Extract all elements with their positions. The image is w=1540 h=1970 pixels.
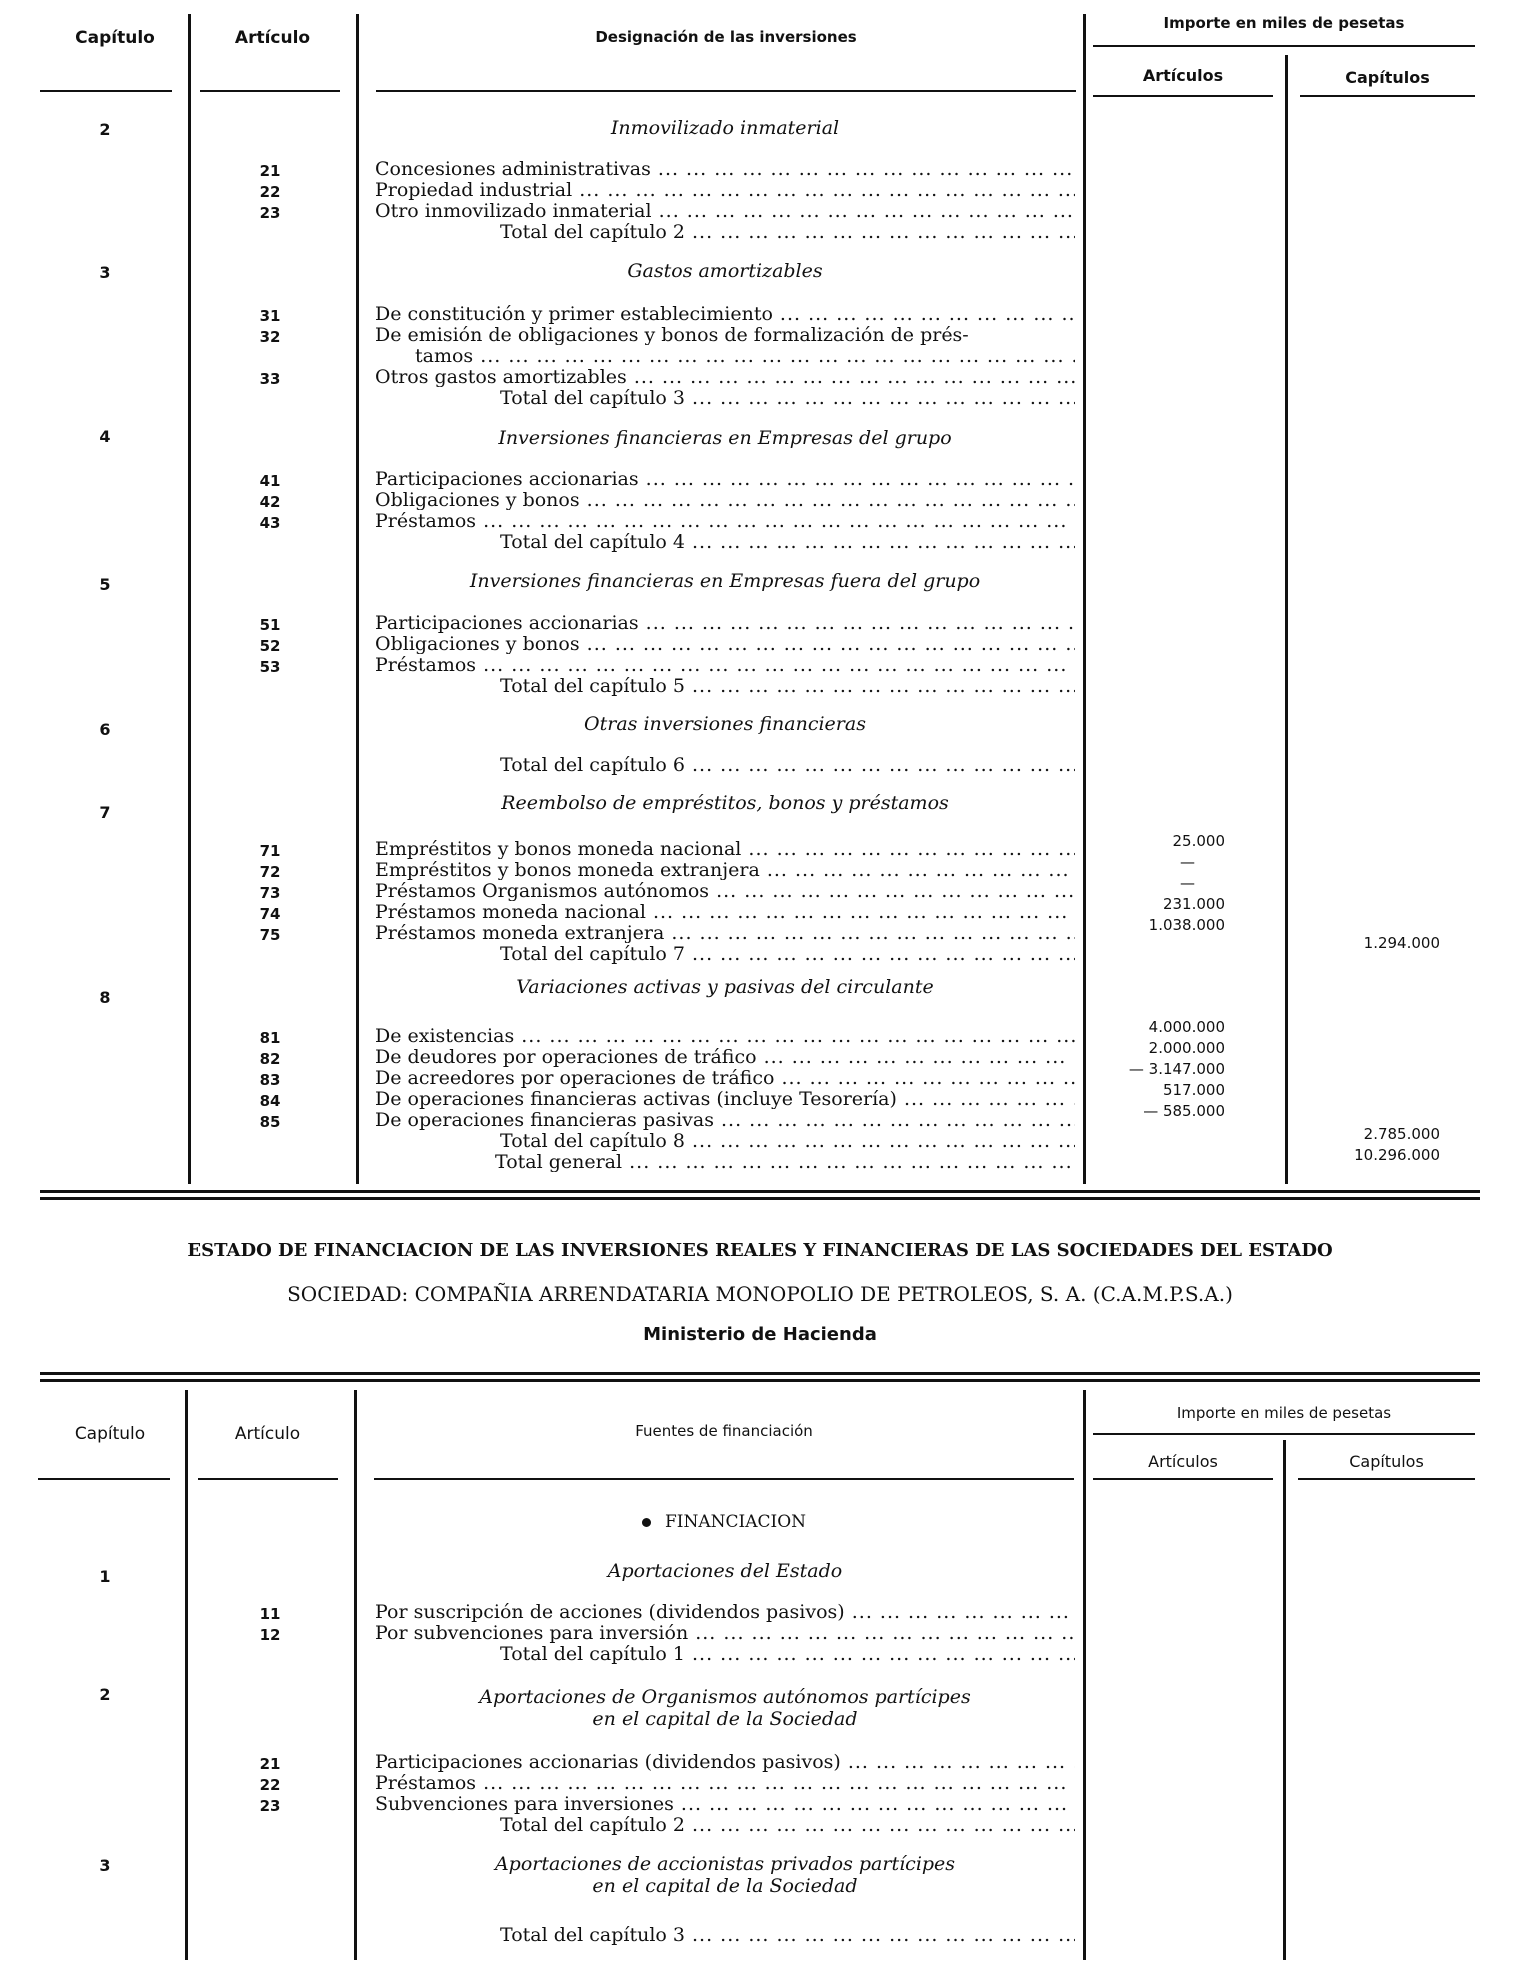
- line-description: Préstamos ... .: [375, 655, 1075, 675]
- chapter-number: 3: [99, 1856, 111, 1875]
- header-articulos: Artículos: [1148, 1452, 1218, 1471]
- article-amount: 517.000: [1162, 1081, 1225, 1099]
- chapter-number: 2: [99, 120, 111, 139]
- column-divider: [1083, 1390, 1086, 1960]
- article-number: 73: [259, 884, 281, 902]
- article-number: 51: [259, 616, 281, 634]
- article-amount: 25.000: [1172, 832, 1225, 850]
- article-amount: 2.000.000: [1148, 1039, 1225, 1057]
- column-divider: [1285, 55, 1288, 1184]
- company-title: SOCIEDAD: COMPAÑIA ARRENDATARIA MONOPOLIO DE PETROLEOS, S. A. (C.A.M.P.S.A.): [287, 1282, 1233, 1306]
- line-description: Participaciones accionarias ... .: [375, 613, 1075, 633]
- grand-total: Total general ... .: [375, 1152, 1075, 1172]
- header-rule: [1093, 1433, 1475, 1435]
- line-description: Préstamos ... .: [375, 1773, 1075, 1793]
- article-number: 83: [259, 1071, 281, 1089]
- article-number: 52: [259, 637, 281, 655]
- chapter-amount: 2.785.000: [1363, 1125, 1440, 1143]
- header-rule: [1298, 1478, 1475, 1480]
- line-description: Empréstitos y bonos moneda nacional ... .: [375, 839, 1075, 859]
- article-number: 22: [259, 1776, 281, 1794]
- chapter-total: Total del capítulo 8 ... .: [375, 1131, 1075, 1151]
- article-amount: 1.038.000: [1148, 916, 1225, 934]
- line-description: Por subvenciones para inversión ... .: [375, 1623, 1075, 1643]
- chapter-number: 5: [99, 575, 111, 594]
- article-number: 75: [259, 926, 281, 944]
- section-title: Otras inversiones financieras: [584, 713, 866, 735]
- article-number: 12: [259, 1626, 281, 1644]
- line-description: De constitución y primer establecimiento ... .: [375, 304, 1075, 324]
- header-rule: [40, 90, 172, 92]
- header-fuentes: Fuentes de financiación: [635, 1422, 813, 1440]
- line-description: De deudores por operaciones de tráfico ... .: [375, 1047, 1075, 1067]
- line-description: Propiedad industrial ... .: [375, 180, 1075, 200]
- chapter-number: 1: [99, 1567, 111, 1586]
- header-rule: [374, 1478, 1074, 1480]
- chapter-amount: 1.294.000: [1363, 934, 1440, 952]
- column-divider: [188, 14, 191, 1184]
- article-number: 41: [259, 472, 281, 490]
- article-amount: — 585.000: [1143, 1102, 1225, 1120]
- article-amount: 4.000.000: [1148, 1018, 1225, 1036]
- chapter-number: 8: [99, 988, 111, 1007]
- header-rule: [200, 90, 340, 92]
- line-description: Empréstitos y bonos moneda extranjera ... .: [375, 860, 1075, 880]
- document-title: ESTADO DE FINANCIACION DE LAS INVERSIONES REALES Y FINANCIERAS DE LAS SOCIEDADES DEL ESTADO: [187, 1240, 1333, 1261]
- bullet-icon: [642, 1518, 651, 1527]
- chapter-number: 4: [99, 427, 111, 446]
- chapter-total: Total del capítulo 7 ... .: [375, 944, 1075, 964]
- line-description: Obligaciones y bonos ... .: [375, 490, 1075, 510]
- chapter-total: Total del capítulo 3 ... .: [375, 388, 1075, 408]
- chapter-number: 3: [99, 263, 111, 282]
- header-articulo: Artículo: [234, 1424, 301, 1444]
- line-description: Obligaciones y bonos ... .: [375, 634, 1075, 654]
- line-description: De existencias ... .: [375, 1026, 1075, 1046]
- line-description: Otros gastos amortizables ... .: [375, 367, 1075, 387]
- article-number: 71: [259, 842, 281, 860]
- header-rule: [1093, 95, 1273, 97]
- line-description: Participaciones accionarias (dividendos pasivos) ... .: [375, 1752, 1075, 1772]
- header-rule: [198, 1478, 338, 1480]
- article-number: 21: [259, 162, 281, 180]
- chapter-total: Total del capítulo 6 ... .: [375, 755, 1075, 775]
- article-number: 72: [259, 863, 281, 881]
- column-divider: [356, 14, 359, 1184]
- article-number: 11: [259, 1605, 281, 1623]
- line-description: Subvenciones para inversiones ... .: [375, 1794, 1075, 1814]
- line-description: Concesiones administrativas ... .: [375, 159, 1075, 179]
- chapter-total: Total del capítulo 4 ... .: [375, 532, 1075, 552]
- column-divider: [185, 1390, 188, 1960]
- header-rule: [1093, 45, 1475, 47]
- ministry-title: Ministerio de Hacienda: [643, 1324, 877, 1345]
- chapter-total: Total del capítulo 1 ... .: [375, 1644, 1075, 1664]
- chapter-number: 7: [99, 803, 111, 822]
- article-number: 22: [259, 183, 281, 201]
- line-description: Préstamos moneda nacional ... .: [375, 902, 1075, 922]
- double-rule: [40, 1372, 1480, 1382]
- header-designacion: Designación de las inversiones: [595, 28, 857, 46]
- article-number: 31: [259, 307, 281, 325]
- line-description: De operaciones financieras activas (incluye Tesorería) ... .: [375, 1089, 1075, 1109]
- header-articulo: Artículo: [234, 28, 311, 48]
- financing-heading: FINANCIACION: [374, 1512, 1074, 1532]
- section-title: Gastos amortizables: [627, 260, 823, 282]
- article-number: 23: [259, 204, 281, 222]
- article-number: 33: [259, 370, 281, 388]
- line-description: Préstamos moneda extranjera ... .: [375, 923, 1075, 943]
- section-title: Inmovilizado inmaterial: [610, 117, 840, 139]
- header-rule: [1093, 1478, 1273, 1480]
- header-capitulos: Capítulos: [1349, 1452, 1424, 1471]
- double-rule: [40, 1190, 1480, 1200]
- line-description: tamos ... .: [375, 346, 1075, 366]
- header-capitulo: Capítulo: [74, 1424, 146, 1444]
- line-description: Préstamos ... .: [375, 511, 1075, 531]
- chapter-number: 6: [99, 720, 111, 739]
- line-description: Participaciones accionarias ... .: [375, 469, 1075, 489]
- article-number: 84: [259, 1092, 281, 1110]
- chapter-total: Total del capítulo 5 ... .: [375, 676, 1075, 696]
- article-amount: —: [1180, 853, 1195, 871]
- line-description: De emisión de obligaciones y bonos de formalización de prés-: [375, 325, 969, 345]
- chapter-total: Total del capítulo 3 ... .: [375, 1925, 1075, 1945]
- header-rule: [1300, 95, 1475, 97]
- section-title: Reembolso de empréstitos, bonos y préstamos: [501, 792, 949, 814]
- chapter-total: Total del capítulo 2 ... .: [375, 1815, 1075, 1835]
- section-title: Variaciones activas y pasivas del circulante: [516, 976, 934, 998]
- section-title-line2: en el capital de la Sociedad: [592, 1708, 858, 1730]
- section-title: Aportaciones de accionistas privados partícipes: [494, 1853, 956, 1875]
- article-amount: — 3.147.000: [1128, 1060, 1225, 1078]
- article-number: 53: [259, 658, 281, 676]
- grand-total-amount: 10.296.000: [1354, 1146, 1440, 1164]
- line-description: De operaciones financieras pasivas ... .: [375, 1110, 1075, 1130]
- header-articulos: Artículos: [1142, 66, 1224, 85]
- header-rule: [38, 1478, 170, 1480]
- line-description: Préstamos Organismos autónomos ... .: [375, 881, 1075, 901]
- article-number: 81: [259, 1029, 281, 1047]
- section-title: Aportaciones de Organismos autónomos partícipes: [479, 1686, 971, 1708]
- section-title-line2: en el capital de la Sociedad: [592, 1875, 858, 1897]
- article-number: 82: [259, 1050, 281, 1068]
- section-title: Inversiones financieras en Empresas del grupo: [498, 427, 952, 449]
- article-amount: 231.000: [1162, 895, 1225, 913]
- line-description: De acreedores por operaciones de tráfico ... .: [375, 1068, 1075, 1088]
- header-importe: Importe en miles de pesetas: [1176, 1404, 1392, 1422]
- section-title: Aportaciones del Estado: [607, 1560, 843, 1582]
- article-number: 43: [259, 514, 281, 532]
- line-description: Otro inmovilizado inmaterial ... .: [375, 201, 1075, 221]
- header-importe: Importe en miles de pesetas: [1163, 14, 1405, 32]
- column-divider: [1083, 14, 1086, 1184]
- article-number: 74: [259, 905, 281, 923]
- header-capitulo: Capítulo: [75, 28, 155, 48]
- chapter-total: Total del capítulo 2 ... .: [375, 222, 1075, 242]
- column-divider: [1283, 1440, 1286, 1960]
- article-number: 85: [259, 1113, 281, 1131]
- section-title: Inversiones financieras en Empresas fuera del grupo: [469, 570, 981, 592]
- article-amount: —: [1180, 874, 1195, 892]
- article-number: 21: [259, 1755, 281, 1773]
- chapter-number: 2: [99, 1685, 111, 1704]
- article-number: 32: [259, 328, 281, 346]
- line-description: Por suscripción de acciones (dividendos pasivos) ... .: [375, 1602, 1075, 1622]
- column-divider: [354, 1390, 357, 1960]
- header-rule: [376, 90, 1076, 92]
- article-number: 23: [259, 1797, 281, 1815]
- article-number: 42: [259, 493, 281, 511]
- header-capitulos: Capítulos: [1345, 68, 1430, 87]
